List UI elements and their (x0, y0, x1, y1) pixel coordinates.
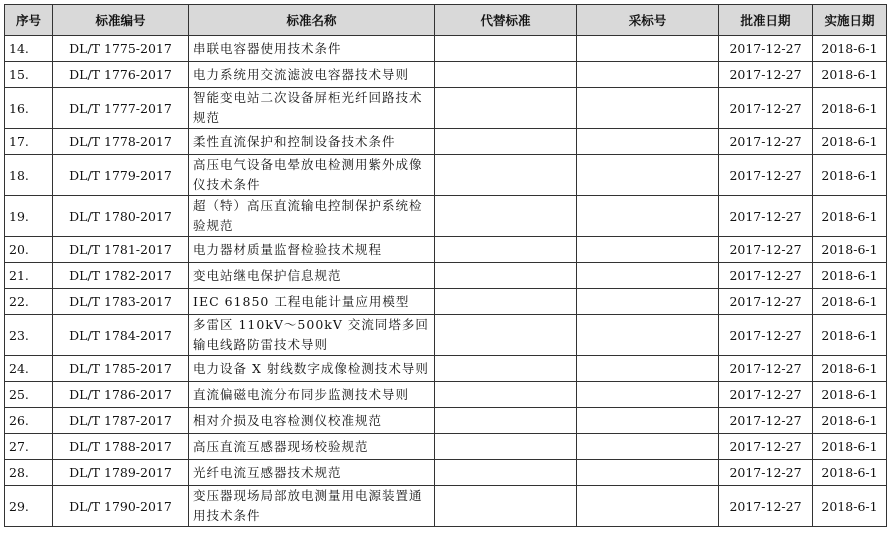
standard-code: DL/T 1778-2017 (53, 129, 189, 155)
row-number: 18. (5, 155, 53, 196)
standard-code: DL/T 1788-2017 (53, 434, 189, 460)
approval-date: 2017-12-27 (719, 460, 813, 486)
table-row (5, 315, 887, 356)
replaced-standard (435, 289, 577, 315)
standard-code: DL/T 1781-2017 (53, 237, 189, 263)
replaced-standard (435, 434, 577, 460)
implementation-date: 2018-6-1 (813, 36, 887, 62)
standard-code: DL/T 1786-2017 (53, 382, 189, 408)
implementation-date: 2018-6-1 (813, 62, 887, 88)
standard-name: 直流偏磁电流分布同步监测技术导则 (189, 382, 435, 408)
adopted-standard-number (577, 382, 719, 408)
standard-code: DL/T 1784-2017 (53, 315, 189, 356)
standard-code: DL/T 1787-2017 (53, 408, 189, 434)
replaced-standard (435, 36, 577, 62)
header-code: 标准编号 (53, 5, 189, 36)
replaced-standard (435, 196, 577, 237)
row-number: 19. (5, 196, 53, 237)
row-number: 23. (5, 315, 53, 356)
row-number: 27. (5, 434, 53, 460)
row-number: 26. (5, 408, 53, 434)
adopted-standard-number (577, 196, 719, 237)
replaced-standard (435, 62, 577, 88)
header-adopt: 采标号 (577, 5, 719, 36)
standard-code: DL/T 1777-2017 (53, 88, 189, 129)
replaced-standard (435, 129, 577, 155)
standard-code: DL/T 1789-2017 (53, 460, 189, 486)
standard-name: 相对介损及电容检测仪校准规范 (189, 408, 435, 434)
adopted-standard-number (577, 88, 719, 129)
table-row (5, 434, 887, 460)
row-number: 21. (5, 263, 53, 289)
approval-date: 2017-12-27 (719, 486, 813, 527)
standard-code: DL/T 1783-2017 (53, 289, 189, 315)
standard-name: 电力系统用交流滤波电容器技术导则 (189, 62, 435, 88)
row-number: 29. (5, 486, 53, 527)
approval-date: 2017-12-27 (719, 356, 813, 382)
standard-name: 柔性直流保护和控制设备技术条件 (189, 129, 435, 155)
standard-name: 串联电容器使用技术条件 (189, 36, 435, 62)
implementation-date: 2018-6-1 (813, 289, 887, 315)
replaced-standard (435, 237, 577, 263)
standard-code: DL/T 1785-2017 (53, 356, 189, 382)
adopted-standard-number (577, 460, 719, 486)
table-row (5, 382, 887, 408)
replaced-standard (435, 263, 577, 289)
standard-name: 智能变电站二次设备屏柜光纤回路技术规范 (189, 88, 435, 129)
row-number: 20. (5, 237, 53, 263)
standard-name: 电力器材质量监督检验技术规程 (189, 237, 435, 263)
implementation-date: 2018-6-1 (813, 382, 887, 408)
standard-code: DL/T 1782-2017 (53, 263, 189, 289)
adopted-standard-number (577, 62, 719, 88)
row-number: 28. (5, 460, 53, 486)
header-implement-date: 实施日期 (813, 5, 887, 36)
adopted-standard-number (577, 155, 719, 196)
table-row (5, 129, 887, 155)
header-no: 序号 (5, 5, 53, 36)
table-row (5, 155, 887, 196)
replaced-standard (435, 460, 577, 486)
standard-name: 变压器现场局部放电测量用电源装置通用技术条件 (189, 486, 435, 527)
row-number: 25. (5, 382, 53, 408)
table-row (5, 289, 887, 315)
replaced-standard (435, 88, 577, 129)
implementation-date: 2018-6-1 (813, 263, 887, 289)
table-row (5, 36, 887, 62)
table-row (5, 237, 887, 263)
replaced-standard (435, 382, 577, 408)
standard-name: 变电站继电保护信息规范 (189, 263, 435, 289)
table-row (5, 408, 887, 434)
implementation-date: 2018-6-1 (813, 155, 887, 196)
approval-date: 2017-12-27 (719, 196, 813, 237)
implementation-date: 2018-6-1 (813, 408, 887, 434)
replaced-standard (435, 408, 577, 434)
adopted-standard-number (577, 408, 719, 434)
adopted-standard-number (577, 129, 719, 155)
standard-name: 高压直流互感器现场校验规范 (189, 434, 435, 460)
adopted-standard-number (577, 263, 719, 289)
standard-name: 超（特）高压直流输电控制保护系统检验规范 (189, 196, 435, 237)
standard-code: DL/T 1775-2017 (53, 36, 189, 62)
approval-date: 2017-12-27 (719, 36, 813, 62)
implementation-date: 2018-6-1 (813, 356, 887, 382)
implementation-date: 2018-6-1 (813, 486, 887, 527)
adopted-standard-number (577, 289, 719, 315)
standard-name: 多雷区 110kV～500kV 交流同塔多回输电线路防雷技术导则 (189, 315, 435, 356)
standard-name: 光纤电流互感器技术规范 (189, 460, 435, 486)
implementation-date: 2018-6-1 (813, 315, 887, 356)
adopted-standard-number (577, 434, 719, 460)
table-row (5, 460, 887, 486)
table-row (5, 62, 887, 88)
row-number: 22. (5, 289, 53, 315)
approval-date: 2017-12-27 (719, 289, 813, 315)
replaced-standard (435, 315, 577, 356)
implementation-date: 2018-6-1 (813, 460, 887, 486)
standard-code: DL/T 1776-2017 (53, 62, 189, 88)
replaced-standard (435, 155, 577, 196)
table-row (5, 263, 887, 289)
standard-name: 电力设备 X 射线数字成像检测技术导则 (189, 356, 435, 382)
header-name: 标准名称 (189, 5, 435, 36)
table-row (5, 486, 887, 527)
adopted-standard-number (577, 237, 719, 263)
approval-date: 2017-12-27 (719, 263, 813, 289)
header-approve-date: 批准日期 (719, 5, 813, 36)
approval-date: 2017-12-27 (719, 62, 813, 88)
approval-date: 2017-12-27 (719, 315, 813, 356)
adopted-standard-number (577, 36, 719, 62)
standard-code: DL/T 1779-2017 (53, 155, 189, 196)
header-row (5, 5, 887, 36)
row-number: 16. (5, 88, 53, 129)
standard-code: DL/T 1780-2017 (53, 196, 189, 237)
replaced-standard (435, 356, 577, 382)
implementation-date: 2018-6-1 (813, 434, 887, 460)
implementation-date: 2018-6-1 (813, 196, 887, 237)
header-replace: 代替标准 (435, 5, 577, 36)
standard-name: 高压电气设备电晕放电检测用紫外成像仪技术条件 (189, 155, 435, 196)
table-row (5, 196, 887, 237)
row-number: 17. (5, 129, 53, 155)
approval-date: 2017-12-27 (719, 408, 813, 434)
row-number: 15. (5, 62, 53, 88)
adopted-standard-number (577, 486, 719, 527)
standards-table (4, 4, 887, 527)
approval-date: 2017-12-27 (719, 237, 813, 263)
row-number: 24. (5, 356, 53, 382)
standard-code: DL/T 1790-2017 (53, 486, 189, 527)
standard-name: IEC 61850 工程电能计量应用模型 (189, 289, 435, 315)
replaced-standard (435, 486, 577, 527)
implementation-date: 2018-6-1 (813, 237, 887, 263)
implementation-date: 2018-6-1 (813, 88, 887, 129)
table-row (5, 88, 887, 129)
approval-date: 2017-12-27 (719, 155, 813, 196)
approval-date: 2017-12-27 (719, 382, 813, 408)
approval-date: 2017-12-27 (719, 88, 813, 129)
implementation-date: 2018-6-1 (813, 129, 887, 155)
approval-date: 2017-12-27 (719, 434, 813, 460)
adopted-standard-number (577, 356, 719, 382)
table-row (5, 356, 887, 382)
adopted-standard-number (577, 315, 719, 356)
table-body (5, 36, 887, 527)
row-number: 14. (5, 36, 53, 62)
approval-date: 2017-12-27 (719, 129, 813, 155)
